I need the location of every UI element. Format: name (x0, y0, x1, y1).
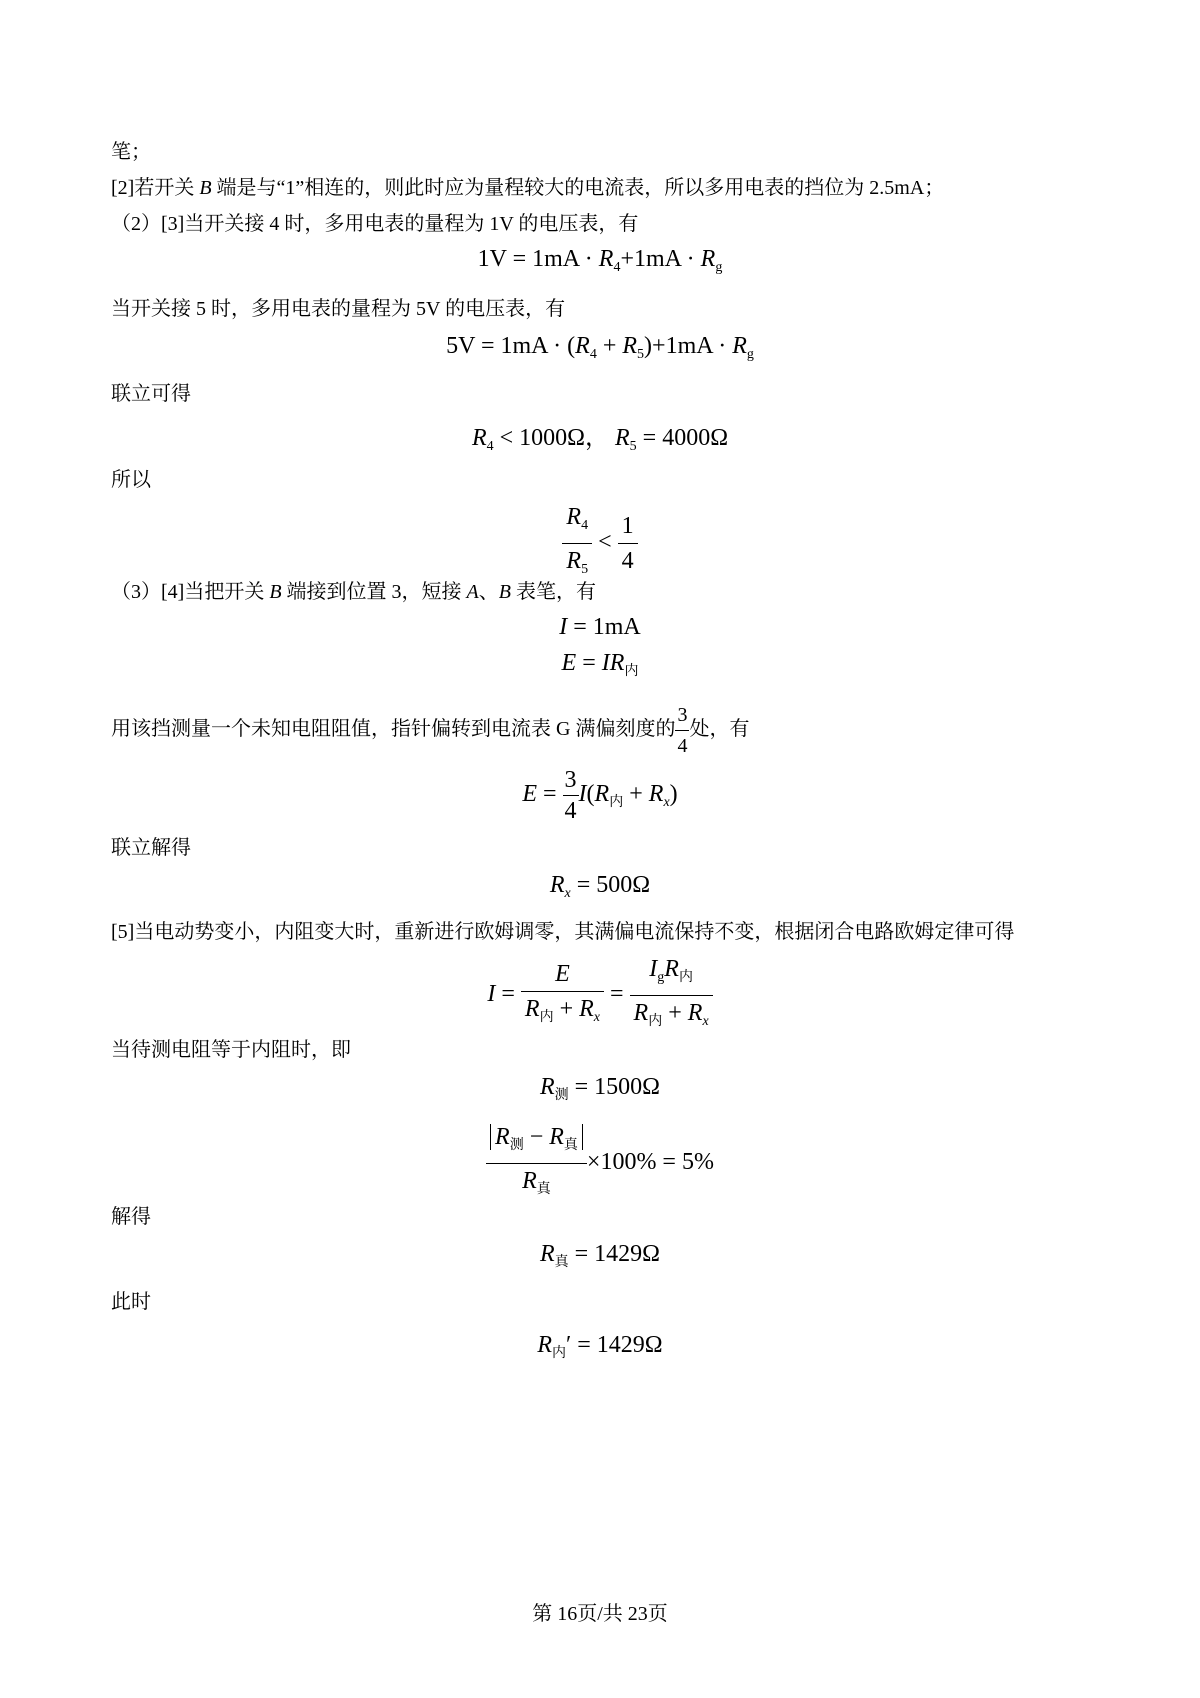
math: R (609, 650, 625, 676)
text: 所以 (111, 469, 151, 491)
math: 5 (581, 562, 589, 577)
text: [2]若开关 (111, 177, 200, 199)
math: ( (586, 781, 595, 808)
math: R (615, 425, 630, 451)
math: R (633, 1000, 649, 1026)
text: 端是与“1”相连的，则此时应为量程较大的电流表，所以多用电表的挡位为 2.5mA； (211, 177, 945, 199)
math: = 1429Ω (568, 1241, 661, 1267)
text: B (199, 177, 212, 199)
equation (0, 650, 1200, 680)
page-number: 第 16页/共 23页 (532, 1603, 668, 1625)
math: I (649, 956, 658, 982)
math: 真 (536, 1182, 551, 1197)
math: x (564, 886, 571, 901)
math: R (687, 1000, 703, 1026)
math: 5 (637, 347, 645, 362)
text: 联立可得 (111, 383, 191, 405)
math: I (601, 650, 610, 676)
math: R (566, 504, 582, 530)
text-line (111, 1290, 151, 1314)
text: B (269, 581, 282, 603)
math: 1V = 1mA · (477, 246, 599, 272)
math: ) (669, 781, 678, 808)
text-line (111, 212, 638, 236)
equation (0, 1241, 1200, 1271)
text: 解得 (111, 1206, 151, 1228)
math: 内 (678, 970, 693, 985)
equation (0, 417, 1200, 455)
math: I (578, 781, 587, 808)
absolute-value (490, 1124, 583, 1153)
math: 内 (552, 1346, 567, 1361)
math: R (700, 246, 716, 272)
math: 5V = 1mA · ( (446, 333, 576, 359)
equation (0, 1332, 1200, 1362)
math: I (559, 614, 568, 640)
math: R (594, 781, 610, 808)
math: R (537, 1332, 553, 1358)
text: A (466, 581, 479, 603)
math: − (523, 1124, 550, 1150)
math: = 1mA (567, 614, 641, 640)
math: R (522, 1168, 537, 1194)
denominator (630, 996, 713, 1039)
text-line (111, 140, 151, 164)
equation (0, 246, 1200, 276)
math: 真 (554, 1255, 569, 1270)
text: B (498, 581, 511, 603)
math: ′ (566, 1332, 572, 1358)
equation (0, 333, 1200, 363)
text-line (111, 580, 596, 604)
denominator (486, 1164, 587, 1207)
numerator: 1 (618, 509, 638, 544)
math: E (561, 650, 577, 676)
fraction (562, 500, 592, 587)
text-line (111, 1038, 351, 1062)
equation (0, 765, 1200, 826)
fraction (618, 509, 638, 578)
text: （3）[4]当把开关 (111, 581, 270, 603)
numerator: 3 (675, 700, 689, 731)
math: = (604, 981, 630, 1008)
text-line (111, 176, 944, 200)
numerator (486, 1120, 587, 1164)
math: R (524, 995, 540, 1022)
math: R (575, 333, 590, 359)
math: 内 (609, 795, 624, 811)
text: 表笔，有 (510, 581, 596, 603)
math: R (732, 333, 747, 359)
math: R (648, 781, 664, 808)
text-line (111, 468, 151, 492)
text: [5]当电动势变小，内阻变大时，重新进行欧姆调零，其满偏电流保持不变，根据闭合电路欧姆定律可得 (111, 921, 1015, 943)
math: R (664, 956, 679, 982)
math: 测 (509, 1138, 524, 1153)
numerator: E (521, 957, 604, 992)
math: R (495, 1124, 510, 1150)
math: = 4000Ω (636, 425, 729, 451)
math: E (522, 781, 537, 808)
text: 端接到位置 3，短接 (281, 581, 467, 603)
equation (0, 872, 1200, 902)
text: 此时 (111, 1291, 151, 1313)
math: = (537, 781, 563, 808)
denominator: 4 (621, 548, 634, 574)
math: ×100% = 5% (586, 1149, 714, 1176)
denominator: 4 (564, 798, 577, 824)
math: 内 (539, 1009, 554, 1025)
text-line (111, 1205, 151, 1229)
math: = (576, 650, 602, 676)
text: 、 (478, 581, 499, 603)
fraction (486, 1120, 587, 1207)
denominator (521, 992, 604, 1035)
equation (0, 1074, 1200, 1104)
math: 测 (554, 1088, 569, 1103)
text: 当待测电阻等于内阻时，即 (111, 1039, 351, 1061)
math: 内 (624, 664, 639, 679)
math: R (539, 1241, 555, 1267)
numerator (562, 500, 592, 544)
math: R (549, 1124, 564, 1150)
math: + (623, 781, 649, 808)
math: x (663, 795, 670, 811)
math: R (622, 333, 638, 359)
fraction (630, 952, 713, 1039)
text: 联立解得 (111, 837, 191, 859)
text: 处，有 (689, 718, 750, 741)
math: < (598, 529, 612, 556)
math: + (596, 333, 623, 359)
math: 4 (589, 347, 597, 362)
text: 用该挡测量一个未知电阻阻值，指针偏转到电流表 G 满偏刻度的 (111, 718, 676, 741)
text: 当开关接 5 时，多用电表的量程为 5V 的电压表，有 (111, 298, 566, 320)
math: + (662, 1000, 688, 1026)
math: R (579, 995, 594, 1022)
math: 4 (613, 260, 621, 275)
equation (0, 952, 1200, 1039)
fraction (563, 765, 579, 826)
numerator (630, 952, 713, 996)
math: = 1500Ω (568, 1074, 661, 1100)
math: g (746, 347, 754, 362)
math: R (549, 872, 565, 898)
math: +1mA · (620, 246, 701, 272)
math: x (593, 1009, 600, 1025)
math: 4 (486, 439, 494, 454)
fraction (675, 700, 689, 761)
math: = 1429Ω (571, 1332, 663, 1358)
equation (0, 614, 1200, 641)
text: （2）[3]当开关接 4 时，多用电表的量程为 1V 的电压表，有 (111, 213, 639, 235)
math: = (495, 981, 521, 1008)
text-line (111, 382, 191, 406)
math: 真 (563, 1138, 578, 1153)
text-line (111, 297, 565, 321)
math: 内 (648, 1014, 663, 1029)
math: 4 (581, 518, 589, 533)
math: R (471, 425, 487, 451)
math: )+1mA · (644, 333, 733, 359)
math: 5 (629, 439, 637, 454)
fraction (521, 957, 604, 1035)
math: I (487, 981, 496, 1008)
equation (0, 1120, 1200, 1207)
numerator: 3 (563, 765, 579, 796)
math: + (553, 995, 580, 1022)
math: = 500Ω (570, 872, 651, 898)
math: R (566, 548, 582, 574)
math: R (598, 246, 614, 272)
math: R (539, 1074, 555, 1100)
math: g (657, 970, 665, 985)
text-line (111, 836, 191, 860)
math: < 1000Ω， (493, 425, 615, 451)
math: g (715, 260, 723, 275)
text-line (111, 920, 1014, 944)
text: 笔； (111, 141, 151, 163)
denominator: 4 (677, 735, 688, 757)
text-line (111, 700, 749, 761)
equation (0, 500, 1200, 587)
math: x (702, 1014, 709, 1029)
